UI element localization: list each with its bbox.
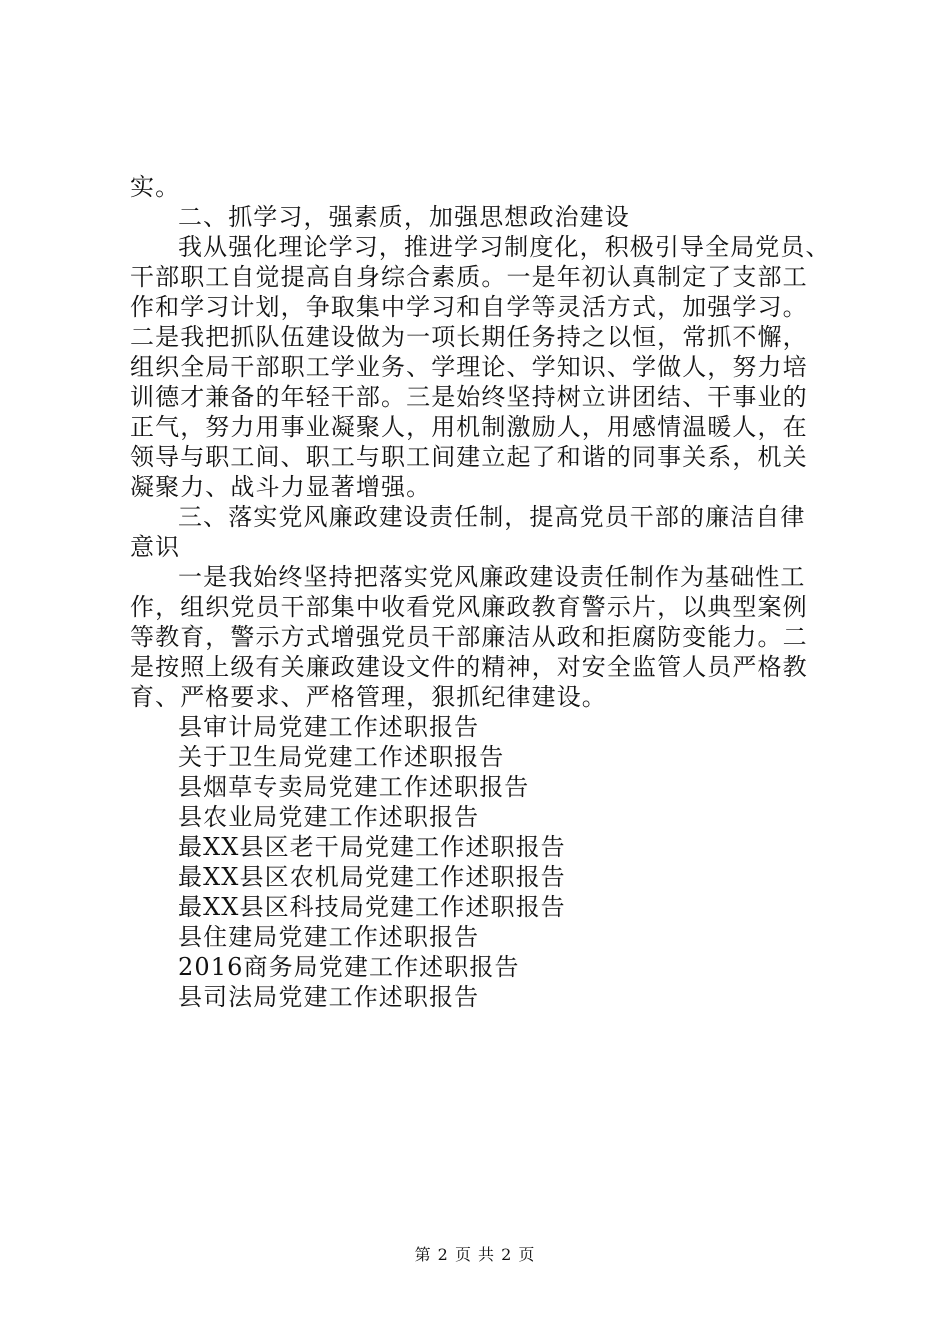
text-line: 最XX县区科技局党建工作述职报告 (178, 893, 566, 921)
text-line: 二是我把抓队伍建设做为一项长期任务持之以恒，常抓不懈， (130, 323, 808, 351)
text-line: 关于卫生局党建工作述职报告 (178, 743, 505, 771)
text-line: 一是我始终坚持把落实党风廉政建设责任制作为基础性工 (178, 563, 806, 591)
document-body (130, 172, 830, 1012)
text-line: 最XX县区老干局党建工作述职报告 (178, 833, 566, 861)
text-line: 县住建局党建工作述职报告 (178, 923, 480, 951)
text-line: 凝聚力、战斗力显著增强。 (130, 473, 432, 501)
text-line: 县审计局党建工作述职报告 (178, 713, 480, 741)
text-line: 领导与职工间、职工与职工间建立起了和谐的同事关系，机关 (130, 443, 808, 471)
text-line: 三、落实党风廉政建设责任制，提高党员干部的廉洁自律 (178, 503, 806, 531)
text-line: 意识 (130, 533, 181, 561)
text-line: 2016商务局党建工作述职报告 (178, 953, 520, 981)
text-line: 作，组织党员干部集中收看党风廉政教育警示片，以典型案例 (130, 593, 808, 621)
text-line: 二、抓学习，强素质，加强思想政治建设 (178, 203, 630, 231)
text-line: 实。 (130, 173, 181, 201)
text-line: 我从强化理论学习，推进学习制度化，积极引导全局党员、 (178, 233, 831, 261)
text-line: 是按照上级有关廉政建设文件的精神，对安全监管人员严格教 (130, 653, 808, 681)
text-line: 县司法局党建工作述职报告 (178, 983, 480, 1011)
text-line: 训德才兼备的年轻干部。三是始终坚持树立讲团结、干事业的 (130, 383, 808, 411)
text-line: 作和学习计划，争取集中学习和自学等灵活方式，加强学习。 (130, 293, 808, 321)
text-line: 育、严格要求、严格管理，狠抓纪律建设。 (130, 683, 607, 711)
page-footer: 第 2 页 共 2 页 (414, 1245, 536, 1264)
text-line: 最XX县区农机局党建工作述职报告 (178, 863, 566, 891)
text-line: 县烟草专卖局党建工作述职报告 (178, 773, 530, 801)
text-line: 等教育，警示方式增强党员干部廉洁从政和拒腐防变能力。二 (130, 623, 808, 651)
text-line: 干部职工自觉提高自身综合素质。一是年初认真制定了支部工 (130, 263, 808, 291)
text-line: 组织全局干部职工学业务、学理论、学知识、学做人，努力培 (130, 353, 808, 381)
text-line: 县农业局党建工作述职报告 (178, 803, 480, 831)
text-line: 正气，努力用事业凝聚人，用机制激励人，用感情温暖人，在 (130, 413, 808, 441)
